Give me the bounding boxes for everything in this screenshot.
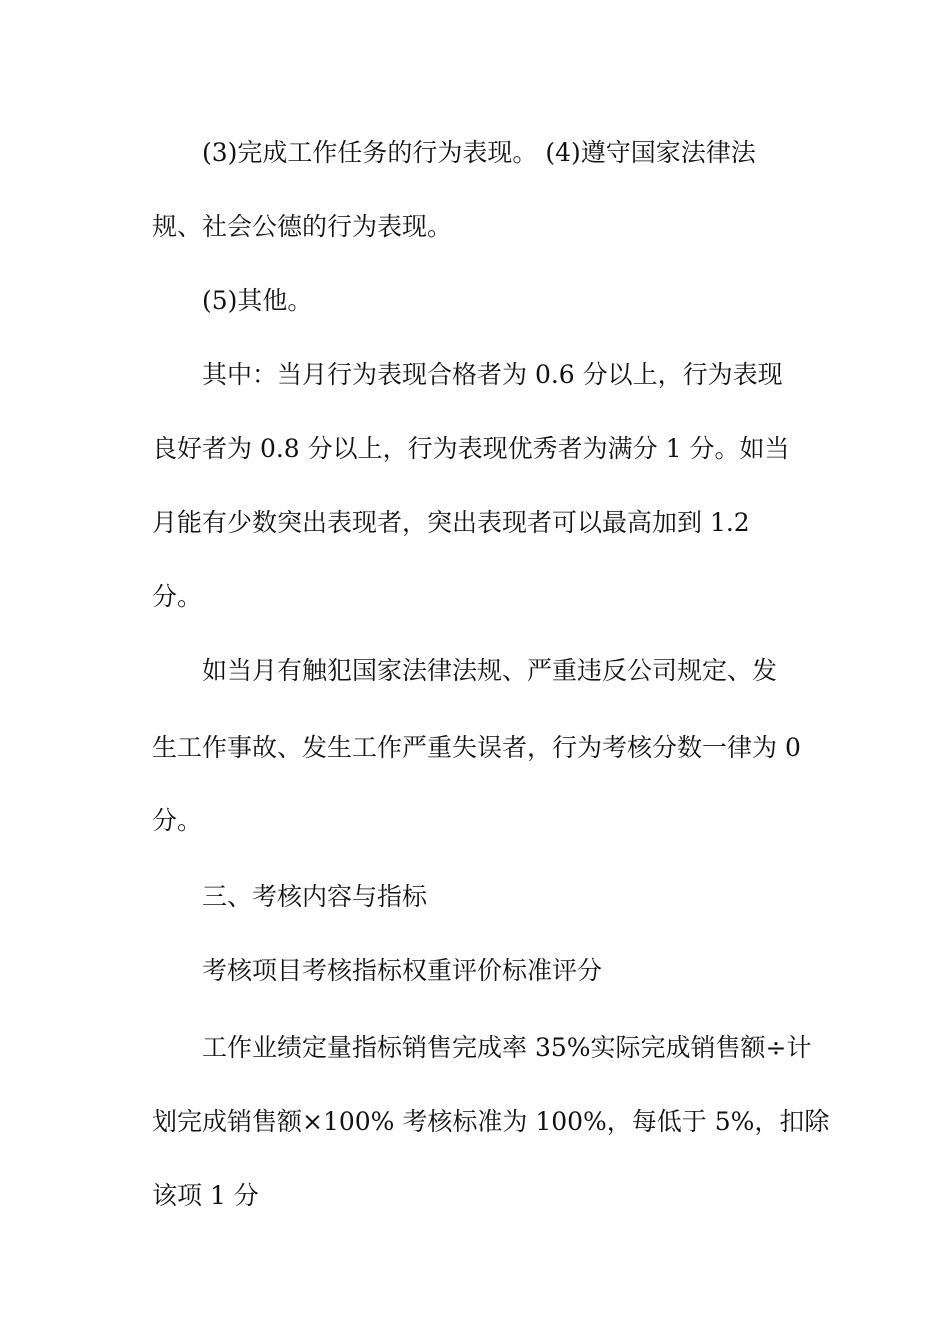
paragraph-line: 良好者为 0.8 分以上，行为表现优秀者为满分 1 分。如当 xyxy=(152,434,790,463)
table-header-line: 考核项目考核指标权重评价标准评分 xyxy=(202,956,603,985)
paragraph-line: 生工作事故、发生工作严重失误者，行为考核分数一律为 0 xyxy=(152,733,801,762)
paragraph-line: 划完成销售额×100% 考核标准为 100%，每低于 5%，扣除 xyxy=(152,1107,830,1136)
paragraph-line: 分。 xyxy=(152,582,203,611)
paragraph-line: 分。 xyxy=(152,806,203,835)
paragraph-line: 该项 1 分 xyxy=(152,1181,259,1210)
paragraph-line: 规、社会公德的行为表现。 xyxy=(152,212,453,241)
paragraph-line: (5)其他。 xyxy=(202,286,313,315)
section-heading: 三、考核内容与指标 xyxy=(202,882,428,911)
paragraph-line: 如当月有触犯国家法律法规、严重违反公司规定、发 xyxy=(202,656,778,685)
paragraph-line: 月能有少数突出表现者，突出表现者可以最高加到 1.2 xyxy=(152,508,750,537)
paragraph-line: (3)完成工作任务的行为表现。 (4)遵守国家法律法 xyxy=(202,138,756,167)
paragraph-line: 其中：当月行为表现合格者为 0.6 分以上，行为表现 xyxy=(202,360,783,389)
paragraph-line: 工作业绩定量指标销售完成率 35%实际完成销售额÷计 xyxy=(202,1033,812,1062)
